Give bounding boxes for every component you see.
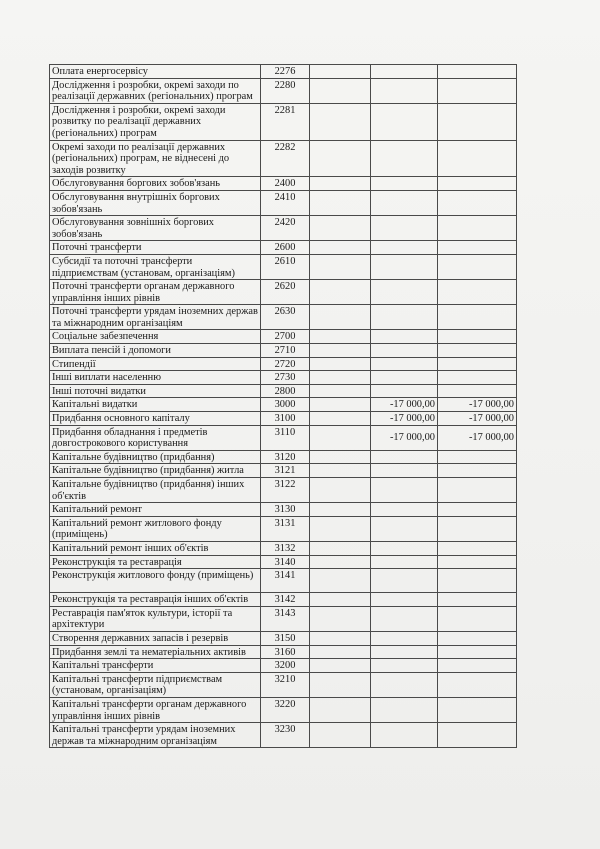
- row-name-cell: Субсидії та поточні трансферти підприємствам (установам, організаціям): [50, 254, 261, 279]
- row-value-cell: [310, 697, 371, 722]
- table-row: [50, 65, 517, 79]
- row-name-cell: Капітальне будівництво (придбання) інших об'єктів: [50, 478, 261, 503]
- row-value-cell: [438, 190, 517, 215]
- row-name-cell: Капітальний ремонт: [50, 503, 261, 517]
- row-code-cell: 2420: [261, 216, 310, 241]
- row-value-cell: [438, 103, 517, 140]
- row-value-cell: [371, 723, 438, 748]
- row-value-cell: [438, 555, 517, 569]
- table-row: [50, 450, 517, 464]
- table-row: [50, 659, 517, 673]
- row-code-cell: 3131: [261, 516, 310, 541]
- row-name-cell: Реставрація пам'яток культури, історії та архітектури: [50, 606, 261, 631]
- row-code-cell: 2710: [261, 344, 310, 358]
- row-value-cell: [371, 330, 438, 344]
- row-value-cell: [371, 216, 438, 241]
- row-value-cell: [371, 555, 438, 569]
- row-value-cell: [438, 216, 517, 241]
- row-value-cell: [371, 241, 438, 255]
- row-name-cell: Капітальні трансферти органам державного управління інших рівнів: [50, 697, 261, 722]
- row-value-cell: [371, 631, 438, 645]
- table-row: [50, 78, 517, 103]
- table-row: [50, 631, 517, 645]
- row-value-cell: [438, 464, 517, 478]
- row-code-cell: 2800: [261, 384, 310, 398]
- row-value-cell: [438, 384, 517, 398]
- row-code-cell: 3200: [261, 659, 310, 673]
- row-name-cell: Поточні трансферти урядам іноземних держав та міжнародним організаціям: [50, 305, 261, 330]
- row-value-cell: [438, 541, 517, 555]
- row-code-cell: 3210: [261, 672, 310, 697]
- row-code-cell: 3140: [261, 555, 310, 569]
- row-name-cell: Окремі заходи по реалізації державних (регіональних) програм, не віднесені до заходів розвитку: [50, 140, 261, 177]
- row-name-cell: Обслуговування боргових зобов'язань: [50, 177, 261, 191]
- row-value-cell: [310, 516, 371, 541]
- row-code-cell: 3100: [261, 412, 310, 426]
- table-row: [50, 190, 517, 215]
- row-value-cell: [371, 659, 438, 673]
- row-value-cell: -17 000,00: [371, 425, 438, 450]
- row-value-cell: [371, 516, 438, 541]
- row-value-cell: [310, 344, 371, 358]
- row-code-cell: 3141: [261, 569, 310, 593]
- row-code-cell: 3121: [261, 464, 310, 478]
- table-row: [50, 412, 517, 426]
- row-value-cell: [438, 723, 517, 748]
- row-value-cell: [310, 541, 371, 555]
- row-name-cell: Капітальний ремонт інших об'єктів: [50, 541, 261, 555]
- row-value-cell: -17 000,00: [438, 398, 517, 412]
- row-code-cell: 3150: [261, 631, 310, 645]
- row-value-cell: [438, 78, 517, 103]
- row-name-cell: Реконструкція та реставрація інших об'єктів: [50, 593, 261, 607]
- row-value-cell: [371, 606, 438, 631]
- row-value-cell: [310, 412, 371, 426]
- row-name-cell: Поточні трансферти органам державного управління інших рівнів: [50, 280, 261, 305]
- table-body: [50, 65, 517, 748]
- table-row: [50, 280, 517, 305]
- row-code-cell: 2280: [261, 78, 310, 103]
- row-name-cell: Дослідження і розробки, окремі заходи розвитку по реалізації державних (регіональних) програм: [50, 103, 261, 140]
- table-row: [50, 357, 517, 371]
- row-value-cell: [371, 450, 438, 464]
- table-row: [50, 569, 517, 593]
- row-code-cell: 3142: [261, 593, 310, 607]
- row-value-cell: [310, 140, 371, 177]
- table-row: [50, 503, 517, 517]
- row-code-cell: 2276: [261, 65, 310, 79]
- row-value-cell: [310, 569, 371, 593]
- row-value-cell: [310, 216, 371, 241]
- row-value-cell: [371, 344, 438, 358]
- row-name-cell: Придбання основного капіталу: [50, 412, 261, 426]
- row-value-cell: [371, 672, 438, 697]
- table-row: [50, 241, 517, 255]
- row-code-cell: 2730: [261, 371, 310, 385]
- row-value-cell: [371, 478, 438, 503]
- row-value-cell: [371, 357, 438, 371]
- table-row: [50, 103, 517, 140]
- row-value-cell: [371, 305, 438, 330]
- row-value-cell: [438, 241, 517, 255]
- row-value-cell: [371, 280, 438, 305]
- row-value-cell: [371, 190, 438, 215]
- row-value-cell: [438, 371, 517, 385]
- row-value-cell: [438, 254, 517, 279]
- row-name-cell: Капітальні видатки: [50, 398, 261, 412]
- row-value-cell: -17 000,00: [371, 412, 438, 426]
- row-value-cell: [371, 103, 438, 140]
- table-row: [50, 305, 517, 330]
- row-value-cell: [310, 723, 371, 748]
- row-value-cell: [310, 177, 371, 191]
- row-name-cell: Обслуговування зовнішніх боргових зобов'язань: [50, 216, 261, 241]
- table-row: [50, 216, 517, 241]
- row-code-cell: 2400: [261, 177, 310, 191]
- row-value-cell: [371, 254, 438, 279]
- row-value-cell: -17 000,00: [438, 425, 517, 450]
- row-name-cell: Капітальний ремонт житлового фонду (приміщень): [50, 516, 261, 541]
- row-value-cell: [371, 503, 438, 517]
- row-value-cell: [310, 631, 371, 645]
- table-row: [50, 606, 517, 631]
- table-row: [50, 177, 517, 191]
- row-code-cell: 2700: [261, 330, 310, 344]
- row-value-cell: [371, 464, 438, 478]
- table-row: [50, 330, 517, 344]
- row-value-cell: [371, 78, 438, 103]
- row-value-cell: [310, 464, 371, 478]
- row-value-cell: [310, 425, 371, 450]
- row-value-cell: [310, 305, 371, 330]
- row-value-cell: [310, 606, 371, 631]
- table-row: [50, 371, 517, 385]
- table-row: [50, 593, 517, 607]
- table-row: [50, 672, 517, 697]
- row-value-cell: [438, 450, 517, 464]
- table-row: [50, 464, 517, 478]
- row-name-cell: Інші поточні видатки: [50, 384, 261, 398]
- row-value-cell: [310, 103, 371, 140]
- row-code-cell: 2282: [261, 140, 310, 177]
- row-value-cell: [438, 344, 517, 358]
- table-row: [50, 478, 517, 503]
- row-name-cell: Капітальні трансферти: [50, 659, 261, 673]
- row-value-cell: [371, 645, 438, 659]
- table-row: [50, 344, 517, 358]
- row-code-cell: 2720: [261, 357, 310, 371]
- row-code-cell: 2281: [261, 103, 310, 140]
- row-value-cell: [438, 357, 517, 371]
- row-value-cell: [438, 478, 517, 503]
- row-value-cell: [310, 593, 371, 607]
- row-name-cell: Дослідження і розробки, окремі заходи по реалізації державних (регіональних) програм: [50, 78, 261, 103]
- row-value-cell: [438, 697, 517, 722]
- row-value-cell: [438, 140, 517, 177]
- row-name-cell: Створення державних запасів і резервів: [50, 631, 261, 645]
- row-name-cell: Капітальні трансферти урядам іноземних держав та міжнародним організаціям: [50, 723, 261, 748]
- row-value-cell: [371, 569, 438, 593]
- row-name-cell: Оплата енергосервісу: [50, 65, 261, 79]
- row-value-cell: [310, 241, 371, 255]
- row-code-cell: 3110: [261, 425, 310, 450]
- row-value-cell: [310, 503, 371, 517]
- table-row: [50, 555, 517, 569]
- row-value-cell: [310, 478, 371, 503]
- row-value-cell: [310, 357, 371, 371]
- row-value-cell: [438, 672, 517, 697]
- budget-expenditure-table: [49, 64, 517, 748]
- row-value-cell: [310, 254, 371, 279]
- row-name-cell: Придбання обладнання і предметів довгострокового користування: [50, 425, 261, 450]
- row-value-cell: [371, 593, 438, 607]
- row-value-cell: -17 000,00: [438, 412, 517, 426]
- row-code-cell: 3000: [261, 398, 310, 412]
- row-value-cell: [371, 371, 438, 385]
- row-code-cell: 2630: [261, 305, 310, 330]
- row-value-cell: [310, 78, 371, 103]
- row-value-cell: [310, 190, 371, 215]
- row-value-cell: [438, 645, 517, 659]
- row-value-cell: [438, 65, 517, 79]
- row-value-cell: [310, 672, 371, 697]
- row-value-cell: [310, 398, 371, 412]
- row-value-cell: [310, 371, 371, 385]
- row-value-cell: [438, 569, 517, 593]
- table-row: [50, 723, 517, 748]
- row-name-cell: Соціальне забезпечення: [50, 330, 261, 344]
- row-value-cell: [310, 280, 371, 305]
- row-value-cell: [310, 555, 371, 569]
- row-value-cell: [438, 330, 517, 344]
- row-code-cell: 2600: [261, 241, 310, 255]
- row-value-cell: [438, 659, 517, 673]
- row-name-cell: Реконструкція житлового фонду (приміщень): [50, 569, 261, 593]
- row-value-cell: [438, 503, 517, 517]
- row-value-cell: [438, 177, 517, 191]
- row-code-cell: 3132: [261, 541, 310, 555]
- row-code-cell: 2620: [261, 280, 310, 305]
- table-row: [50, 425, 517, 450]
- row-value-cell: [371, 65, 438, 79]
- row-name-cell: Капітальні трансферти підприємствам (установам, організаціям): [50, 672, 261, 697]
- row-name-cell: Стипендії: [50, 357, 261, 371]
- row-value-cell: [371, 541, 438, 555]
- row-code-cell: 3160: [261, 645, 310, 659]
- row-value-cell: [438, 516, 517, 541]
- row-name-cell: Поточні трансферти: [50, 241, 261, 255]
- row-value-cell: [371, 177, 438, 191]
- row-code-cell: 3220: [261, 697, 310, 722]
- table-row: [50, 140, 517, 177]
- row-value-cell: [438, 305, 517, 330]
- row-value-cell: -17 000,00: [371, 398, 438, 412]
- row-name-cell: Інші виплати населенню: [50, 371, 261, 385]
- table-row: [50, 254, 517, 279]
- row-name-cell: Придбання землі та нематеріальних активів: [50, 645, 261, 659]
- table-row: [50, 697, 517, 722]
- row-name-cell: Капітальне будівництво (придбання): [50, 450, 261, 464]
- row-code-cell: 2610: [261, 254, 310, 279]
- table-row: [50, 541, 517, 555]
- row-code-cell: 3143: [261, 606, 310, 631]
- table-row: [50, 384, 517, 398]
- row-name-cell: Обслуговування внутрішніх боргових зобов'язань: [50, 190, 261, 215]
- table-row: [50, 645, 517, 659]
- row-code-cell: 3122: [261, 478, 310, 503]
- row-code-cell: 3120: [261, 450, 310, 464]
- row-name-cell: Капітальне будівництво (придбання) житла: [50, 464, 261, 478]
- row-value-cell: [310, 65, 371, 79]
- table-row: [50, 516, 517, 541]
- row-value-cell: [310, 384, 371, 398]
- row-value-cell: [438, 631, 517, 645]
- row-value-cell: [310, 645, 371, 659]
- row-value-cell: [371, 384, 438, 398]
- row-value-cell: [438, 280, 517, 305]
- row-code-cell: 3230: [261, 723, 310, 748]
- row-name-cell: Виплата пенсій і допомоги: [50, 344, 261, 358]
- row-value-cell: [371, 140, 438, 177]
- row-value-cell: [310, 330, 371, 344]
- row-code-cell: 2410: [261, 190, 310, 215]
- row-value-cell: [371, 697, 438, 722]
- table-row: [50, 398, 517, 412]
- row-code-cell: 3130: [261, 503, 310, 517]
- row-value-cell: [310, 659, 371, 673]
- row-value-cell: [438, 593, 517, 607]
- row-value-cell: [310, 450, 371, 464]
- row-value-cell: [438, 606, 517, 631]
- row-name-cell: Реконструкція та реставрація: [50, 555, 261, 569]
